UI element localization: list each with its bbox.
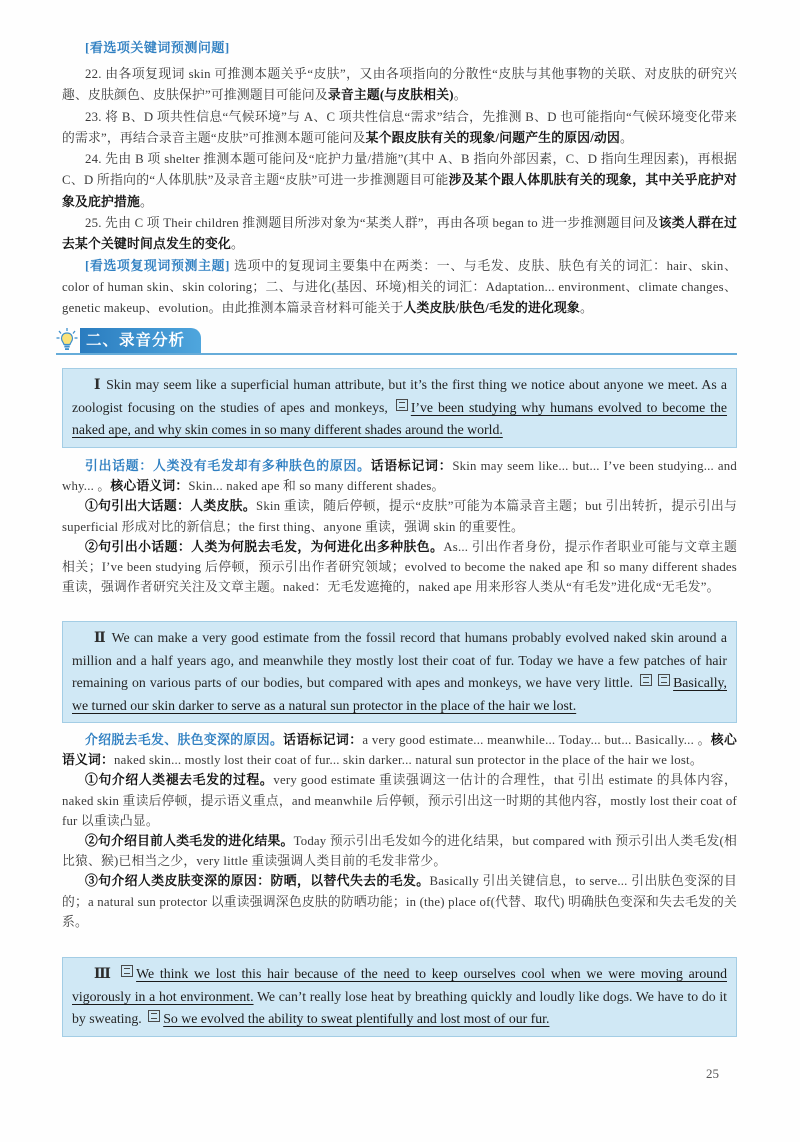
analysis-notes-1 bbox=[62, 456, 737, 597]
keyword-prediction-heading: [看选项关键词预测问题] bbox=[85, 40, 230, 55]
paragraph-numeral: Ⅱ bbox=[94, 630, 107, 645]
discourse-markers: a very good estimate... meanwhile... Today... but... Basically... 。 bbox=[362, 733, 711, 747]
sentence-explanation: Basically 引出关键信息，to serve... 引出肤色变深的目的；a natural sun protector 以重读强调深色皮肤的防晒功能；in (the) place of(代替、取代) 明确肤色变深和失去毛发的关系。 bbox=[62, 874, 737, 929]
sentence-analysis-2 bbox=[62, 537, 737, 598]
question-23-note bbox=[62, 107, 737, 150]
question-24-end: 。 bbox=[139, 194, 153, 209]
topic-heading: 介绍脱去毛发、肤色变深的原因。 bbox=[85, 733, 284, 747]
sentence-explanation: Today 预示引出毛发如今的进化结果，but compared with 预示引出人类毛发(相比猿、猴)已相当之少，very little 重读强调人类目前的毛发非常少。 bbox=[62, 834, 738, 869]
theme-prediction-note bbox=[62, 256, 737, 320]
transcript-text: We can’t really lose heat by breathing quickly and loudly like dogs. We have to do it by sweating. bbox=[72, 988, 727, 1026]
theme-prediction-text: 选项中的复现词主要集中在两类：一、与毛发、皮肤、肤色有关的词汇：hair、skin、color of human skin、skin coloring；二、与进化(基因、环境)相关的词汇：Adaptation... environment、climate changes、genetic makeup、evolution。由此推测本篇录音材料可能关于 bbox=[62, 258, 737, 316]
theme-prediction-end: 。 bbox=[580, 301, 594, 316]
question-marker-icon bbox=[640, 674, 652, 686]
option-prediction-section bbox=[62, 37, 737, 320]
core-words: Skin... naked ape 和 so many different shades。 bbox=[188, 479, 445, 494]
sentence-explanation: Skin 重读，随后停顿，提示“皮肤”可能为本篇录音主题；but 引出转折，提示引出与 superficial 形成对比的新信息；the first thing、anyone 重读，强调 skin 的重要性。 bbox=[62, 499, 737, 534]
analysis-notes-2 bbox=[62, 730, 737, 932]
sentence-key-point: ①句介绍人类褪去毛发的过程。 bbox=[85, 773, 274, 788]
sentence-analysis-1 bbox=[62, 496, 737, 536]
transcript-key-sentence: So we evolved the ability to sweat plentifully and lost most of our fur. bbox=[163, 1011, 550, 1026]
theme-prediction-heading: [看选项复现词预测主题] bbox=[85, 258, 230, 273]
sentence-key-point: ②句引出小话题：人类为何脱去毛发，为何进化出多种肤色。 bbox=[85, 539, 444, 554]
discourse-marker-label: 话语标记词： bbox=[283, 733, 363, 747]
transcript-key-sentence: We think we lost this hair because of the need to keep ourselves cool when we were moving around vigorously in a hot environment. bbox=[72, 966, 727, 1004]
question-23-text: 23. 将 B、D 项共性信息“气候环境”与 A、C 项共性信息“需求”结合，先推测 B、D 也可能指向“气候环境变化带来的需求”，再结合录音主题“皮肤”可推测本题可能问及 bbox=[62, 109, 737, 145]
question-24-text: 24. 先由 B 项 shelter 推测本题可能问及“庇护力量/措施”(其中 A、B 指向外部因素，C、D 指向生理因素)，再根据 C、D 所指向的“人体肌肤”及录音主题“皮肤”可进一步推测题目可能 bbox=[62, 152, 737, 188]
core-words-label: 核心语义词： bbox=[62, 733, 738, 768]
question-23-key-point: 某个跟皮肤有关的现象/问题产生的原因/动因 bbox=[365, 130, 621, 145]
transcript-box-1 bbox=[62, 368, 737, 448]
question-marker-icon bbox=[148, 1010, 160, 1022]
question-24-key-point: 涉及某个跟人体肌肤有关的现象，其中关乎庇护对象及庇护措施 bbox=[62, 173, 737, 209]
discourse-marker-label: 话语标记词： bbox=[370, 459, 453, 473]
page-number: 25 bbox=[706, 1066, 719, 1081]
sentence-key-point: ③句介绍人类皮肤变深的原因：防晒，以替代失去的毛发。 bbox=[85, 874, 430, 889]
sentence-analysis-3 bbox=[62, 871, 737, 932]
sentence-key-point: ②句介绍目前人类毛发的进化结果。 bbox=[85, 834, 294, 849]
sentence-explanation: very good estimate 重读强调这一估计的合理性，that 引出 estimate 的具体内容，naked skin 重读后停顿，提示语义重点，and meanwhile 后停顿，预示引出这一时期的其他内容，mostly lost their coat of fur 以重读凸显。 bbox=[62, 773, 737, 828]
discourse-markers: Skin may seem like... but... I’ve been studying... and why... 。 bbox=[62, 459, 738, 494]
theme-prediction-key-point: 人类皮肤/肤色/毛发的进化现象 bbox=[403, 301, 581, 316]
question-25-note bbox=[62, 213, 737, 256]
question-22-end: 。 bbox=[453, 88, 467, 103]
question-25-text: 25. 先由 C 项 Their children 推测题目所涉对象为“某类人群”，再由各项 began to 进一步推测题目问及 bbox=[85, 216, 659, 231]
topic-summary bbox=[62, 456, 737, 496]
transcript-text: We can make a very good estimate from the fossil record that humans probably evolved naked skin around a million and a half years ago, and meanwhile they mostly lost their coat of fur. Today we have a few patches of hair remaining on various parts of our bodies, but compared with apes and monkeys, we have very little. bbox=[72, 630, 727, 690]
sentence-explanation: As... 引出作者身份，提示作者职业可能与文章主题相关；I’ve been studying 后停顿，预示引出作者研究领域；evolved to become the naked ape 和 so many different shades 重读，强调作者研究关注及文章主题。naked：无毛发遮掩的，naked ape 用来形容人类从“有毛发”进化成“无毛发”。 bbox=[62, 539, 737, 595]
transcript-key-sentence: Basically, we turned our skin darker to serve as a natural sun protector in the place of the hair we lost. bbox=[72, 675, 727, 713]
sentence-analysis-1 bbox=[62, 770, 737, 831]
question-23-end: 。 bbox=[620, 130, 634, 145]
topic-summary bbox=[62, 730, 737, 770]
paragraph-numeral: Ⅰ bbox=[94, 377, 102, 392]
transcript-text: Skin may seem like a superficial human attribute, but it’s the first thing we notice about anyone we meet. As a zoologist focusing on the studies of apes and monkeys, bbox=[72, 377, 727, 415]
sentence-analysis-2 bbox=[62, 831, 737, 871]
question-25-key-point: 该类人群在过去某个关键时间点发生的变化 bbox=[62, 216, 737, 252]
question-marker-icon bbox=[396, 399, 408, 411]
core-words-label: 核心语义词： bbox=[110, 479, 189, 494]
core-words: naked skin... mostly lost their coat of fur... skin darker... natural sun protector in the place of the hair we lost。 bbox=[114, 753, 703, 768]
question-marker-icon bbox=[121, 965, 133, 977]
listening-analysis-header bbox=[56, 326, 737, 355]
section-title: 二、录音分析 bbox=[80, 328, 201, 353]
transcript-box-2 bbox=[62, 621, 737, 723]
transcript-box-3 bbox=[62, 957, 737, 1037]
transcript-key-sentence: I’ve been studying why humans evolved to become the naked ape, and why skin comes in so many different shades around the world. bbox=[72, 399, 728, 437]
question-25-end: 。 bbox=[230, 237, 244, 252]
lightbulb-icon bbox=[56, 327, 78, 352]
question-marker-icon bbox=[658, 674, 670, 686]
topic-heading: 引出话题：人类没有毛发却有多种肤色的原因。 bbox=[85, 459, 371, 473]
question-22-key-point: 录音主题(与皮肤相关) bbox=[327, 88, 454, 103]
question-22-text: 22. 由各项复现词 skin 可推测本题关乎“皮肤”，又由各项指向的分散性“皮肤与其他事物的关联、对皮肤的研究兴趣、皮肤颜色、皮肤保护”可推测题目可能问及 bbox=[62, 67, 737, 103]
question-22-note bbox=[62, 64, 737, 107]
paragraph-numeral: Ⅲ bbox=[94, 966, 114, 981]
sentence-key-point: ①句引出大话题：人类皮肤。 bbox=[85, 499, 256, 514]
question-24-note bbox=[62, 149, 737, 213]
